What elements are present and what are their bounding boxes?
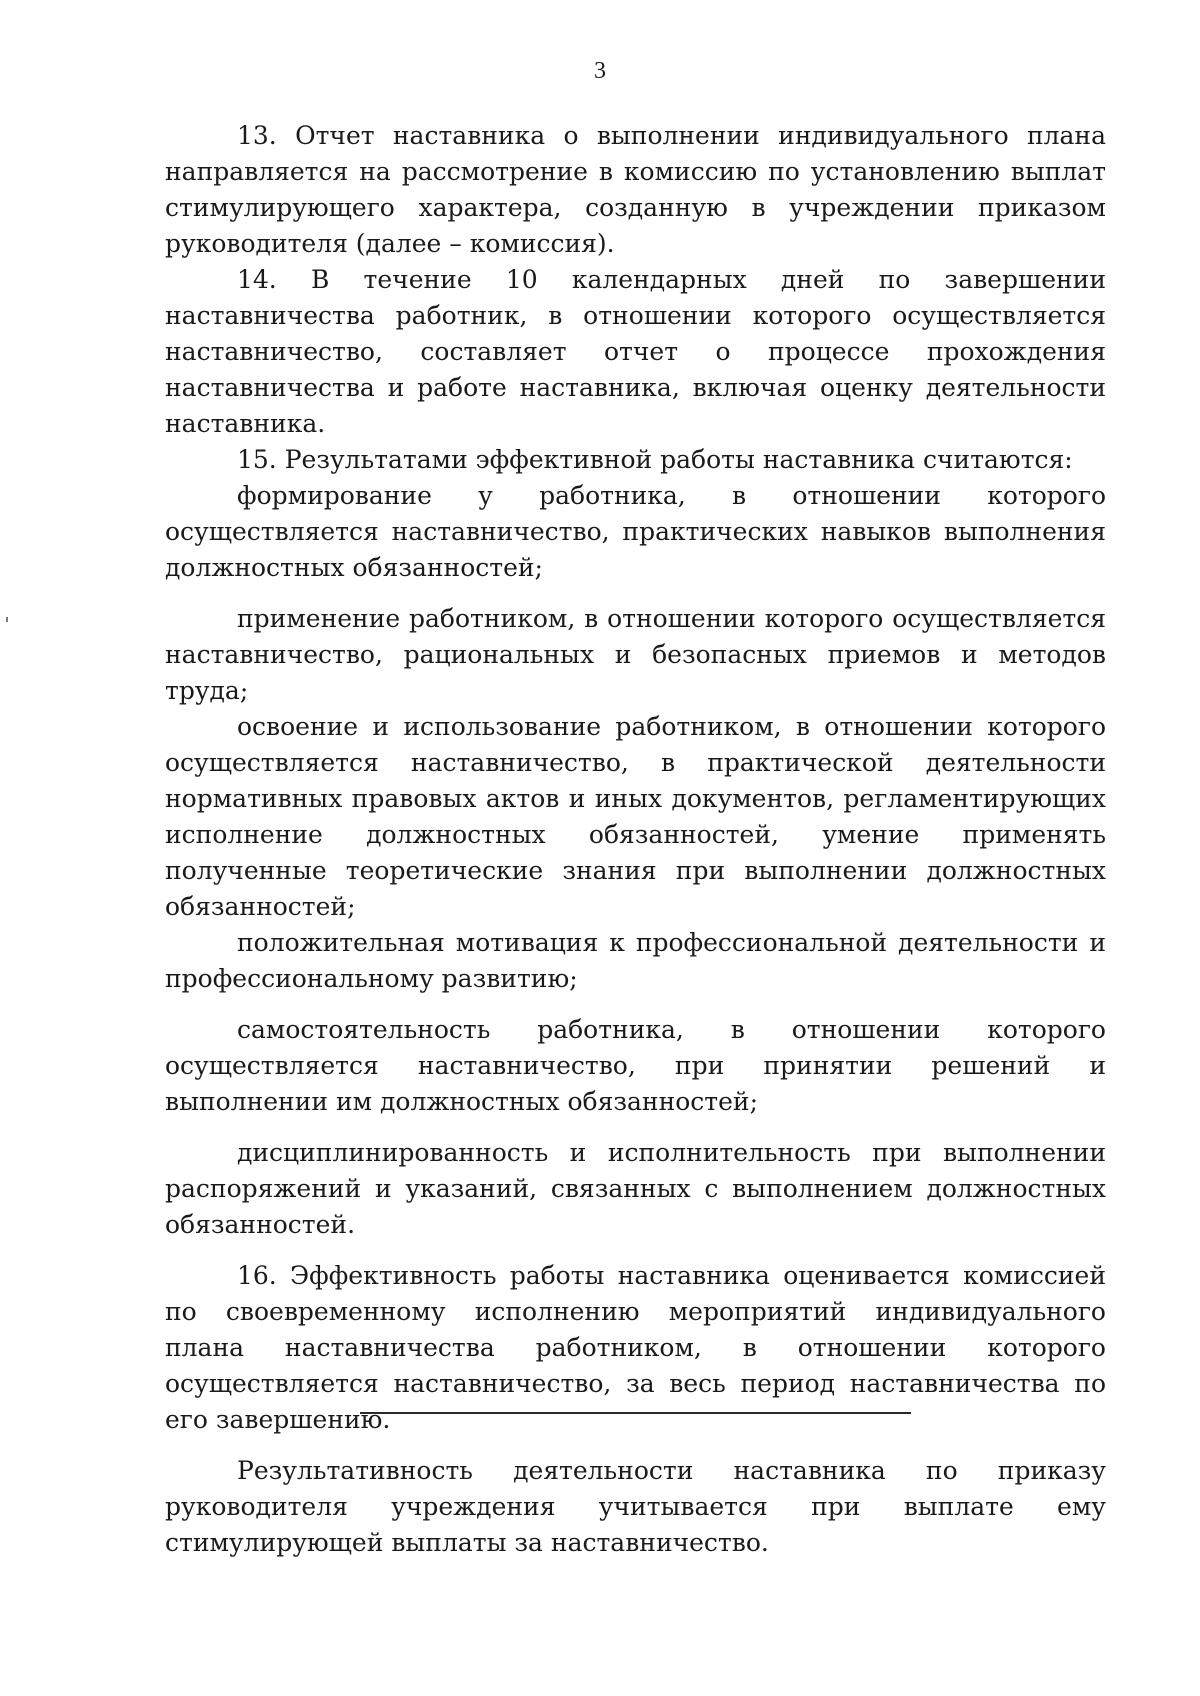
closing-divider bbox=[360, 1412, 911, 1414]
scan-artifact bbox=[6, 617, 8, 622]
list-item-regulations: освоение и использование работником, в отношении которого осуществляется наставничество, в практической деятельности нормативных правовых актов и иных документов, регламентирующих исполнение должностных обязанностей, умение применять полученные теоретические знания при выполнении должностных обязанностей; bbox=[165, 712, 1106, 921]
paragraph-16: 16. Эффективность работы наставника оценивается комиссией по своевременному исполнению мероприятий индивидуального плана наставничества работником, в отношении которого осуществляется наставничество, за весь период наставничества по его завершению. bbox=[165, 1261, 1106, 1434]
page-number: 3 bbox=[594, 58, 606, 84]
list-item-methods: применение работником, в отношении которого осуществляется наставничество, рациональных и безопасных приемов и методов труда; bbox=[165, 604, 1106, 705]
paragraph-15: 15. Результатами эффективной работы наставника считаются: bbox=[237, 445, 1073, 474]
list-item-independence: самостоятельность работника, в отношении которого осуществляется наставничество, при принятии решений и выполнении им должностных обязанностей; bbox=[165, 1015, 1106, 1116]
paragraph-14: 14. В течение 10 календарных дней по завершении наставничества работник, в отношении которого осуществляется наставничество, составляет отчет о процессе прохождения наставничества и работе наставника, включая оценку деятельности наставника. bbox=[165, 265, 1106, 438]
list-item-discipline: дисциплинированность и исполнительность при выполнении распоряжений и указаний, связанных с выполнением должностных обязанностей. bbox=[165, 1138, 1106, 1239]
paragraph-13: 13. Отчет наставника о выполнении индивидуального плана направляется на рассмотрение в комиссию по установлению выплат стимулирующего характера, созданную в учреждении приказом руководителя (далее – комиссия). bbox=[165, 121, 1106, 258]
list-item-motivation: положительная мотивация к профессиональной деятельности и профессиональному развитию; bbox=[165, 928, 1106, 993]
document-body bbox=[165, 118, 1106, 1561]
paragraph-results: Результативность деятельности наставника по приказу руководителя учреждения учитывается при выплате ему стимулирующей выплаты за наставничество. bbox=[165, 1456, 1106, 1557]
list-item-skills: формирование у работника, в отношении которого осуществляется наставничество, практических навыков выполнения должностных обязанностей; bbox=[165, 481, 1106, 582]
